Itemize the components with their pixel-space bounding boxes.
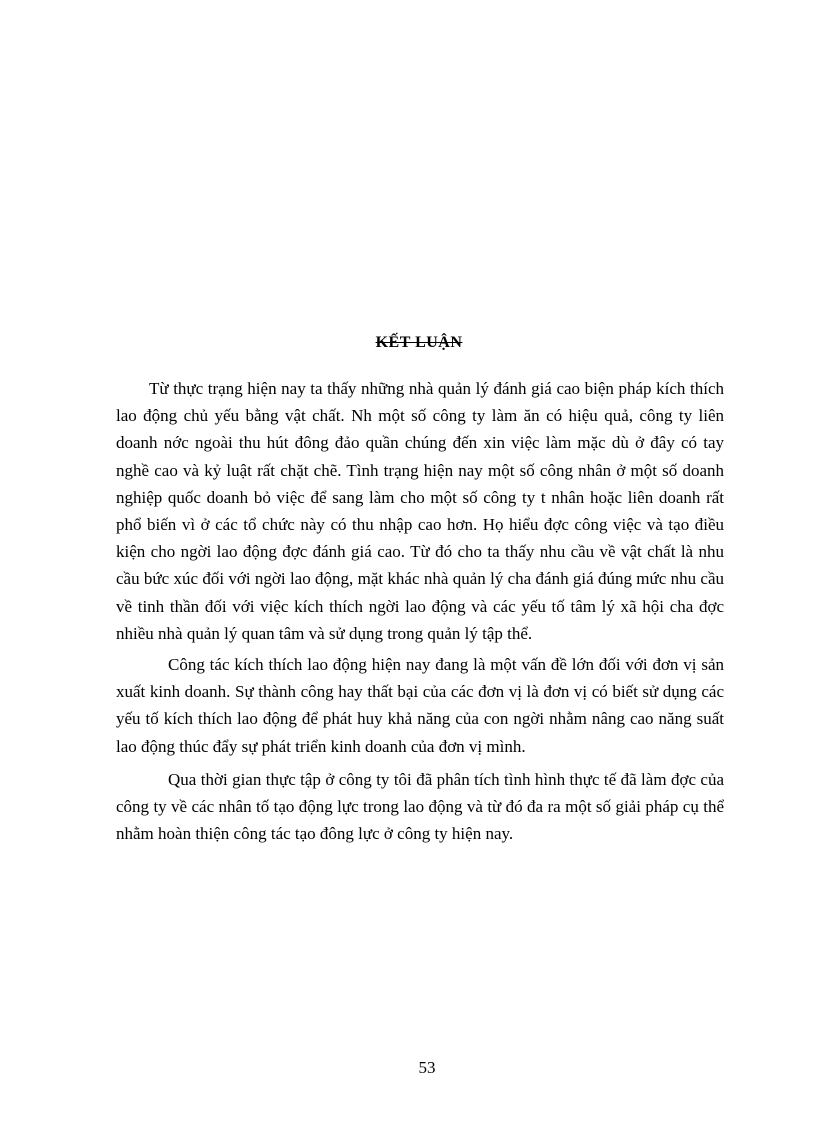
paragraph-2: Công tác kích thích lao động hiện nay đang là một vấn đề lớn đối với đơn vị sản xuất kinh doanh. Sự thành công hay thất bại của các đơn vị là đơn vị có biết sử dụng các yếu tố kích thích lao động để phát huy khả năng của con ngời nhằm nâng cao năng suất lao động thúc đẩy sự phát triển kinh doanh của đơn vị mình.: [116, 655, 724, 756]
paragraph-3: Qua thời gian thực tập ở công ty tôi đã phân tích tình hình thực tế đã làm đợc của công ty về các nhân tố tạo động lực trong lao động và từ đó đa ra một số giải pháp cụ thể nhằm hoàn thiện công tác tạo đông lực ở công ty hiện nay.: [116, 769, 724, 844]
page-number: 53: [418, 1058, 436, 1077]
body-text: [116, 375, 724, 847]
page-title: KẾT LUẬN: [375, 334, 463, 351]
paragraph-1: Từ thực trạng hiện nay ta thấy những nhà quản lý đánh giá cao biện pháp kích thích lao động chủ yếu bằng vật chất. Nh một số công ty làm ăn có hiệu quả, công ty liên doanh nớc ngoài thu hút đông đảo quần chúng đến xin việc làm mặc dù ở đây có tay nghề cao và kỷ luật rất chặt chẽ. Tình trạng hiện nay một số công nhân ở một số doanh nghiệp quốc doanh bỏ việc để sang làm cho một số công ty t nhân hoặc liên doanh rất phổ biến vì ở các tổ chức này có thu nhập cao hơn. Họ hiểu đợc công việc và tạo điều kiện cho ngời lao động đợc đánh giá cao. Từ đó cho ta thấy nhu cầu về vật chất là nhu cầu bức xúc đối với ngời lao động, mặt khác nhà quản lý cha đánh giá đúng mức nhu cầu về tinh thần đối với việc kích thích ngời lao động và các yếu tố tâm lý xã hội cha đợc nhiều nhà quản lý quan tâm và sử dụng trong quản lý tập thể.: [116, 379, 724, 643]
